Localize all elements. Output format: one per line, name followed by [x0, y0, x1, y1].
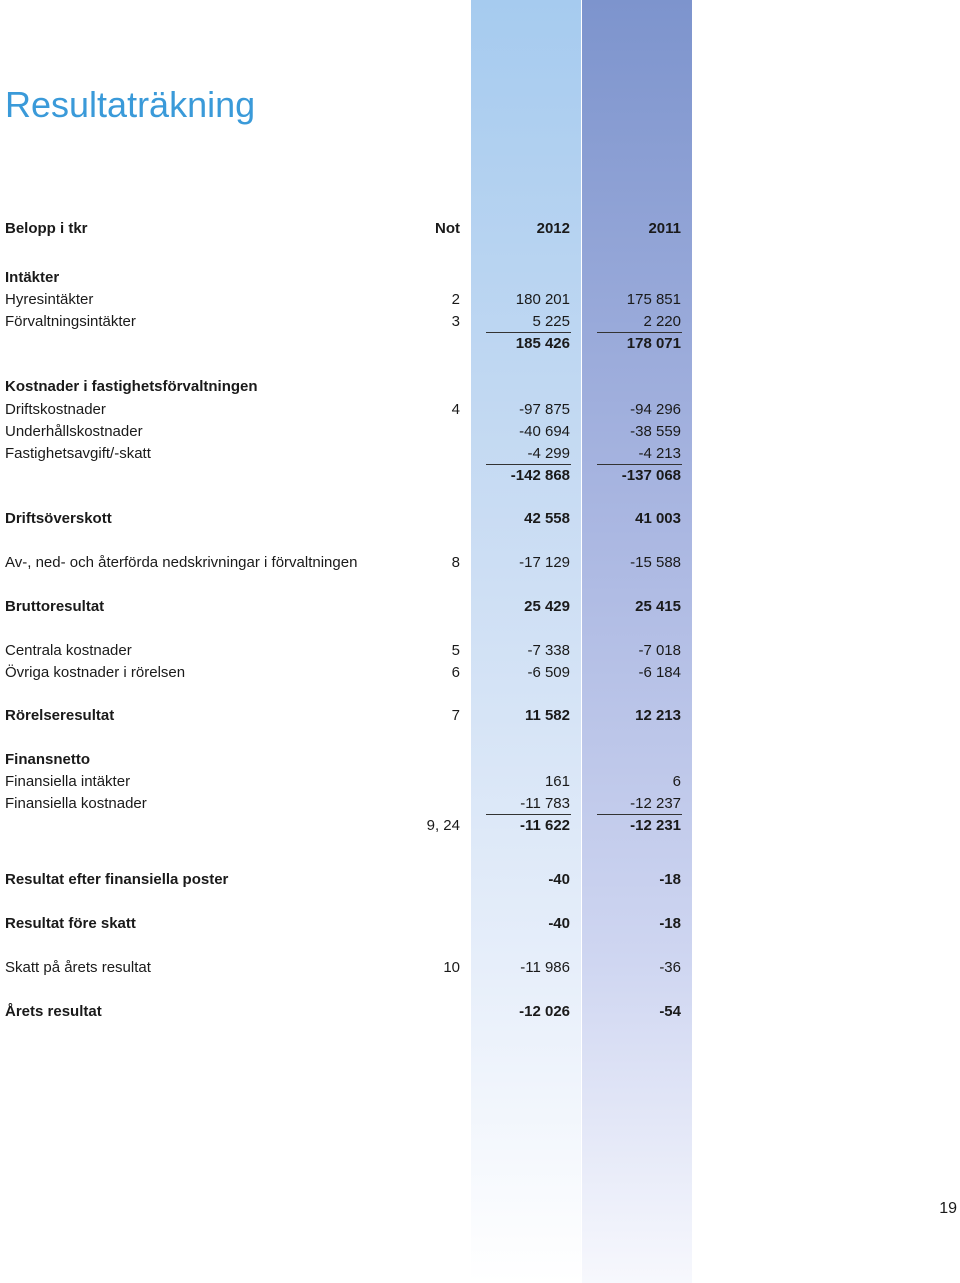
row-value-2011: -36 — [659, 959, 681, 976]
table-row — [0, 640, 700, 662]
table-row — [0, 443, 700, 465]
row-value-2012: -11 783 — [520, 795, 570, 812]
row-note: 3 — [451, 313, 460, 330]
header-label: Belopp i tkr — [5, 220, 88, 237]
row-value-2012: -40 694 — [519, 423, 570, 440]
row-value-2012: -6 509 — [527, 664, 570, 681]
row-value-2011: -6 184 — [638, 664, 681, 681]
row-value-2011: 2 220 — [643, 313, 681, 330]
row-label: Övriga kostnader i rörelsen — [5, 664, 186, 681]
table-row — [0, 421, 700, 443]
table-row-subtotal — [0, 333, 700, 355]
table-row — [0, 705, 700, 727]
row-note: 8 — [451, 554, 460, 571]
row-note: 9, 24 — [426, 817, 460, 834]
table-row — [0, 399, 700, 421]
table-row — [0, 267, 700, 289]
table-row — [0, 662, 700, 684]
table-row — [0, 749, 700, 771]
row-value-2011: -54 — [659, 1003, 681, 1020]
row-note: 10 — [443, 959, 460, 976]
row-value-2012: -40 — [548, 871, 570, 888]
row-label: Förvaltningsintäkter — [5, 313, 136, 330]
row-value-2012: -11 622 — [519, 817, 570, 834]
row-label: Kostnader i fastighetsförvaltningen — [5, 378, 258, 395]
row-label: Driftsöverskott — [5, 510, 112, 527]
row-value-2011: -18 — [659, 871, 681, 888]
row-value-2011: -7 018 — [638, 642, 681, 659]
table-row — [0, 289, 700, 311]
table-row — [0, 1001, 700, 1023]
table-row — [0, 596, 700, 618]
row-value-2011: 12 213 — [635, 707, 681, 724]
table-row — [0, 376, 700, 398]
row-value-2012: 185 426 — [515, 335, 570, 352]
row-label: Resultat efter finansiella poster — [5, 871, 229, 888]
row-value-2012: -4 299 — [527, 445, 570, 462]
table-row-subtotal — [0, 815, 700, 837]
row-value-2012: -12 026 — [519, 1003, 570, 1020]
row-value-2012: 11 582 — [524, 707, 570, 724]
row-value-2011: 178 071 — [626, 335, 681, 352]
row-label: Hyresintäkter — [5, 291, 94, 308]
row-note: 7 — [451, 707, 460, 724]
row-note: 5 — [451, 642, 460, 659]
row-value-2012: -7 338 — [527, 642, 570, 659]
page-number: 19 — [939, 1200, 957, 1217]
table-row — [0, 508, 700, 530]
row-value-2012: 161 — [544, 773, 570, 790]
row-label: Resultat före skatt — [5, 915, 136, 932]
row-label: Rörelseresultat — [5, 707, 115, 724]
table-row — [0, 957, 700, 979]
row-value-2012: -142 868 — [510, 467, 570, 484]
row-value-2011: 6 — [672, 773, 681, 790]
row-value-2012: 42 558 — [524, 510, 570, 527]
row-note: 4 — [451, 401, 460, 418]
table-row — [0, 869, 700, 891]
row-value-2011: -94 296 — [630, 401, 681, 418]
row-value-2012: 5 225 — [532, 313, 570, 330]
row-note: 6 — [451, 664, 460, 681]
row-value-2011: 175 851 — [626, 291, 681, 308]
row-value-2012: 180 201 — [515, 291, 570, 308]
row-label: Finansiella intäkter — [5, 773, 131, 790]
header-2012: 2012 — [536, 220, 570, 237]
row-value-2012: 25 429 — [524, 598, 570, 615]
table-row-subtotal — [0, 465, 700, 487]
table-row — [0, 311, 700, 333]
row-label: Årets resultat — [5, 1003, 102, 1020]
row-value-2012: -97 875 — [519, 401, 570, 418]
row-value-2012: -17 129 — [519, 554, 570, 571]
row-note: 2 — [451, 291, 460, 308]
row-value-2012: -40 — [548, 915, 570, 932]
row-label: Underhållskostnader — [5, 423, 143, 440]
row-label: Intäkter — [5, 269, 60, 286]
row-label: Bruttoresultat — [5, 598, 105, 615]
header-note: Not — [435, 220, 460, 237]
row-label: Fastighetsavgift/-skatt — [5, 445, 151, 462]
row-value-2011: -12 231 — [630, 817, 681, 834]
table-row — [0, 552, 700, 574]
row-value-2011: -12 237 — [630, 795, 681, 812]
table-row — [0, 793, 700, 815]
table-row — [0, 913, 700, 935]
page-title: Resultaträkning — [5, 84, 256, 125]
row-label: Centrala kostnader — [5, 642, 132, 659]
row-value-2011: -38 559 — [630, 423, 681, 440]
row-value-2011: -15 588 — [630, 554, 681, 571]
row-value-2011: -4 213 — [638, 445, 681, 462]
row-value-2011: 25 415 — [635, 598, 681, 615]
row-label: Finansnetto — [5, 751, 90, 768]
row-value-2011: -18 — [659, 915, 681, 932]
row-label: Av-, ned- och återförda nedskrivningar i förvaltningen — [5, 554, 358, 571]
row-value-2011: -137 068 — [621, 467, 681, 484]
row-label: Finansiella kostnader — [5, 795, 147, 812]
row-label: Skatt på årets resultat — [5, 959, 151, 976]
table-header — [0, 218, 700, 240]
table-row — [0, 771, 700, 793]
row-value-2012: -11 986 — [520, 959, 570, 976]
row-value-2011: 41 003 — [635, 510, 681, 527]
row-label: Driftskostnader — [5, 401, 106, 418]
header-2011: 2011 — [648, 220, 681, 237]
